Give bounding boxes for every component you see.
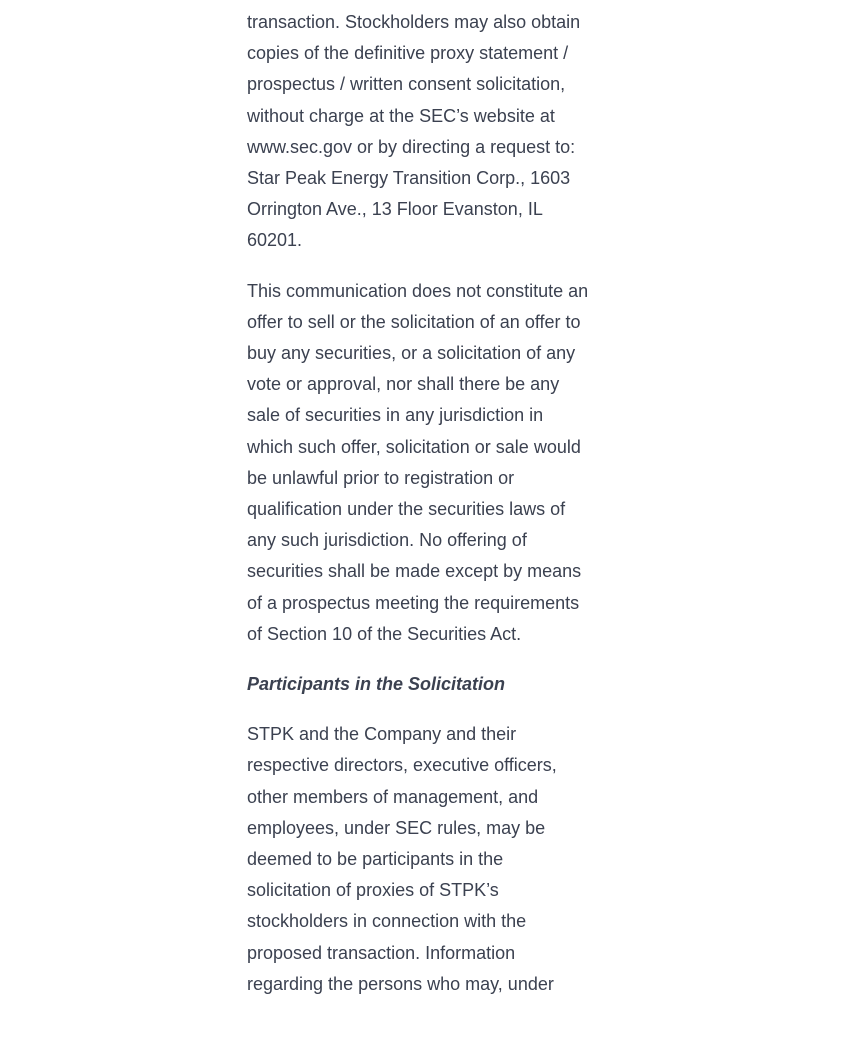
paragraph-participants: STPK and the Company and their respective directors, executive officers, other members of management, and employees, under SEC rules, may be deemed to be participants in the solicitation of proxies of STPK’s stockholders in connection with the proposed transaction. Information regarding the persons who may, under: [247, 724, 557, 994]
section-heading-participants: Participants in the Solicitation: [247, 674, 506, 695]
paragraph-obtain-copies: transaction. Stockholders may also obtain copies of the definitive proxy statement / prospectus / written consent solicitation, without charge at the SEC’s website at www.sec.gov or by directing a request to: Star Peak Energy Transition Corp., 1603 Orrington Ave., 13 Floor Evanston, IL 60201.: [247, 12, 581, 251]
document-body: [247, 7, 607, 1019]
paragraph-no-offer: This communication does not constitute an offer to sell or the solicitation of an offer to buy any securities, or a solicitation of any vote or approval, nor shall there be any sale of securities in any jurisdiction in which such offer, solicitation or sale would be unlawful prior to registration or qualification under the securities laws of any such jurisdiction. No offering of securities shall be made except by means of a prospectus meeting the requirements of Section 10 of the Securities Act.: [247, 280, 589, 644]
